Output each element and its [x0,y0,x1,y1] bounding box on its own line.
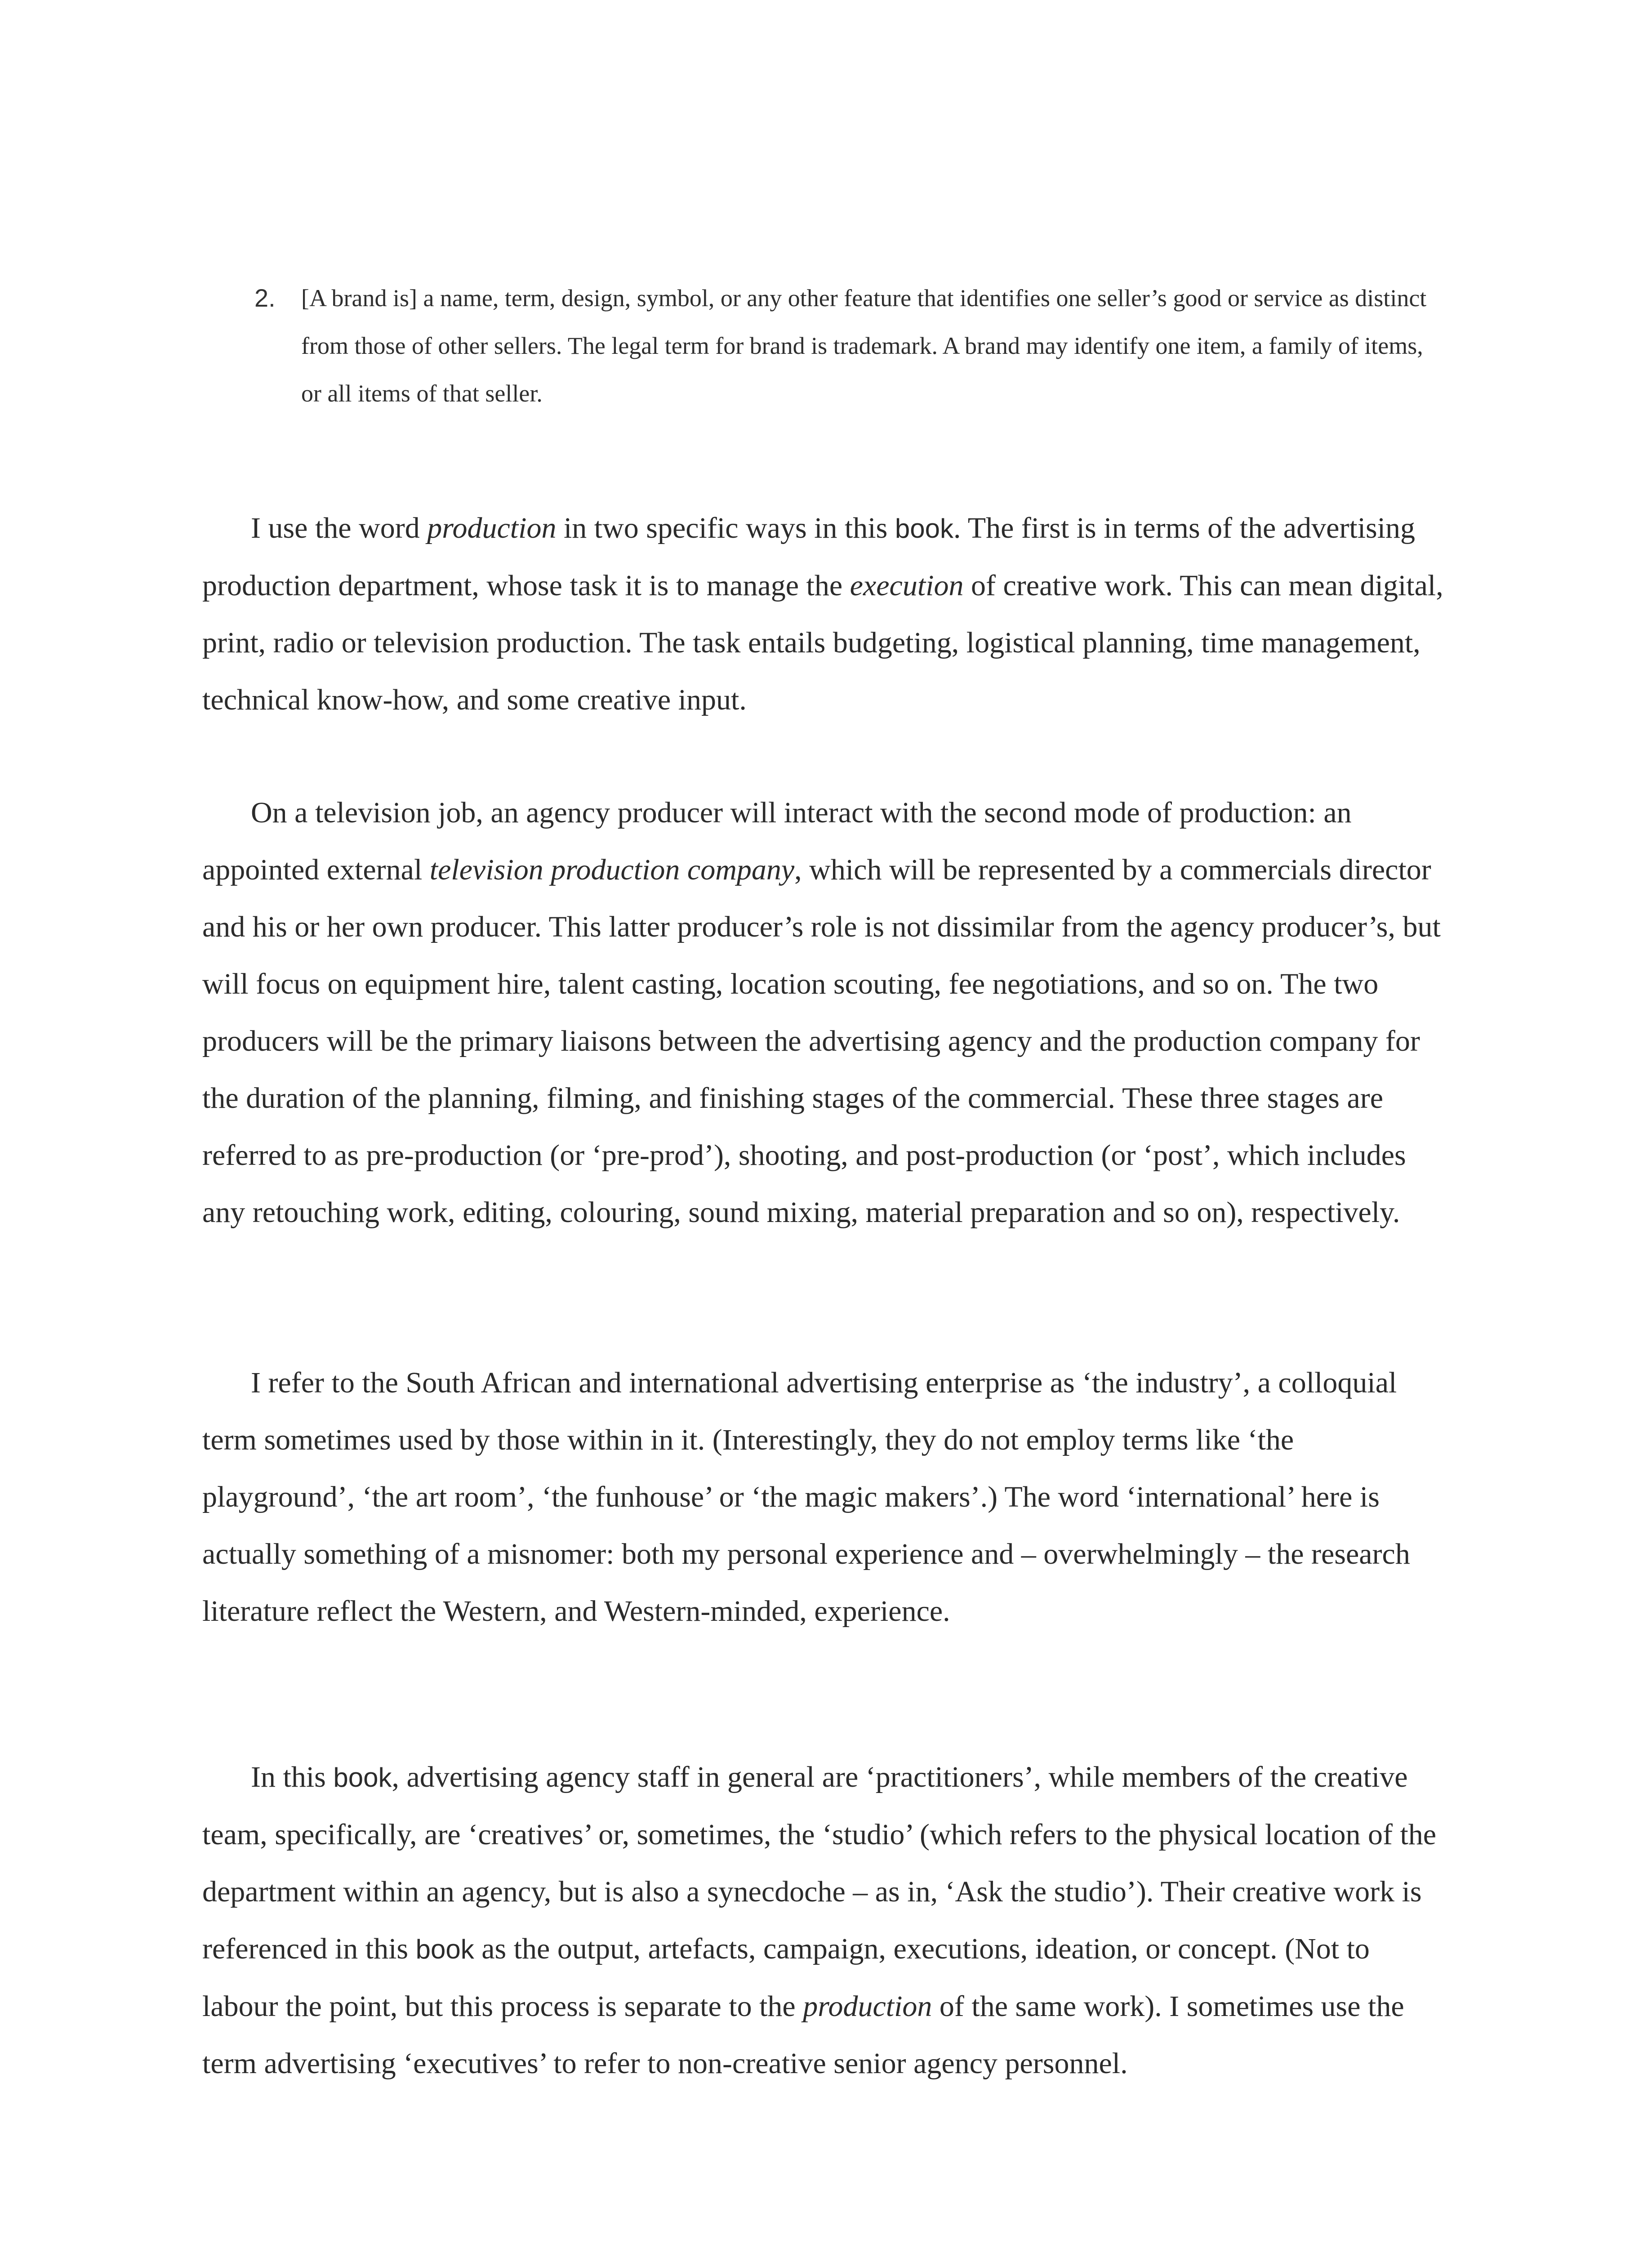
sans-run: book [895,513,953,544]
text-run: In this [251,1761,334,1793]
paragraph-industry: I refer to the South African and international advertising enterprise as ‘the industry’, a colloquial term sometimes used by those within in it. (Interestingly, they do not employ terms like ‘the playground’, ‘the art room’, ‘the funhouse’ or ‘the magic makers’.) The word ‘international’ here is actually something of a misnomer: both my personal experience and – overwhelmingly – the research literature reflect the Western, and Western-minded, experience. [202,1366,1410,1628]
text-run: I use the word [251,512,427,544]
definition-list-item [254,274,1432,417]
paragraph-television-job [202,784,1452,1241]
italic-run: production [427,512,557,544]
sans-run: book [333,1762,392,1793]
text-run: , which will be represented by a commercials director and his or her own producer. This latter producer’s role is not dissimilar from the agency producer’s, but will focus on equipment hire, talent casting, location scouting, fee negotiations, and so on. The two producers will be the primary liaisons between the advertising agency and the production company for the duration of the planning, filming, and finishing stages of the commercial. These three stages are referred to as pre-production (or ‘pre-prod’), shooting, and post-production (or ‘post’, which includes any retouching work, editing, colouring, sound mixing, material preparation and so on), respectively. [202,853,1441,1229]
text-run: of creative work. This can mean digital, print, radio or television production. The task entails budgeting, logistical planning, time management, technical know-how, and some creative input. [202,569,1443,716]
italic-run: production [803,1990,932,2023]
italic-run: television production company [429,853,795,886]
text-run: On a television job, an agency producer will interact with the second mode of production: an appointed external [202,796,1352,886]
italic-run: execution [850,569,964,602]
text-run: as the output, artefacts, campaign, executions, ideation, or concept. (Not to labour the point, but this process is separate to the [202,1932,1370,2023]
sans-run: book [415,1934,474,1964]
text-run: . The first is in terms of the advertising production department, whose task it is to manage the [202,512,1416,602]
text-run: in two specific ways in this [556,512,895,544]
definition-text: [A brand is] a name, term, design, symbol, or any other feature that identifies one seller’s good or service as distinct from those of other sellers. The legal term for brand is trademark. A brand may identify one item, a family of items, or all items of that seller. [301,285,1427,407]
text-run: , advertising agency staff in general are ‘practitioners’, while members of the creative team, specifically, are ‘creatives’ or, sometimes, the ‘studio’ (which refers to the physical location of the department within an agency, but is also a synecdoche – as in, ‘Ask the studio’). Their creative work is referenced in this [202,1761,1437,1965]
list-number: 2. [254,284,276,312]
paragraph-production [202,500,1452,728]
paragraph-practitioners [202,1748,1452,2092]
text-run: of the same work). I sometimes use the term advertising ‘executives’ to refer to non-creative senior agency personnel. [202,1990,1404,2080]
